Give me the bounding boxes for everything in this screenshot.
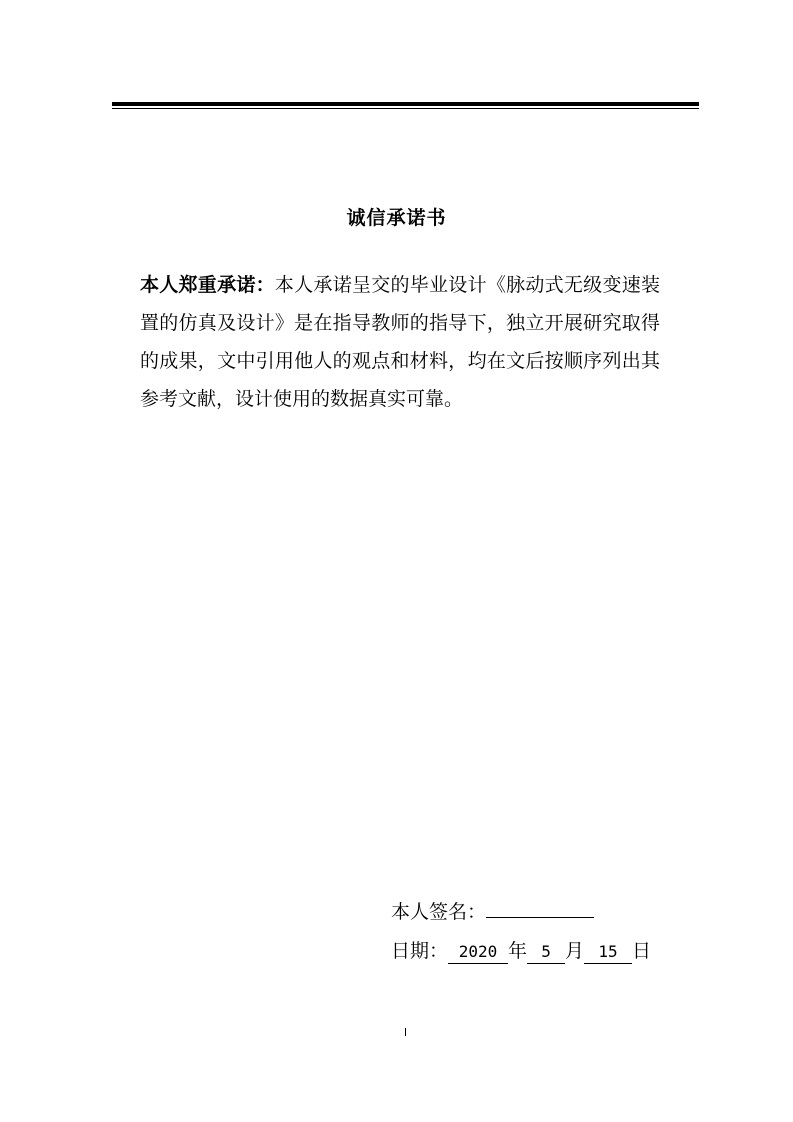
pledge-body: 本人承诺呈交的毕业设计《脉动式无级变速装置的仿真及设计》是在指导教师的指导下，独立开展研究取得的成果，文中引用他人的观点和材料，均在文后按顺序列出其参考文献，设计使用的数据真实可靠。	[140, 274, 660, 410]
date-year-unit: 年	[508, 940, 528, 962]
date-day-unit: 日	[632, 940, 652, 962]
signature-date-line	[391, 935, 651, 975]
date-month-field[interactable]: 5	[527, 941, 565, 964]
signature-name-line	[391, 895, 651, 935]
header-rule-thin	[112, 108, 699, 109]
signature-name-label: 本人签名：	[391, 901, 487, 923]
date-month-unit: 月	[565, 940, 585, 962]
page-title: 诚信承诺书	[346, 207, 447, 229]
pledge-lead: 本人郑重承诺：	[140, 274, 275, 296]
page-number-mark	[405, 1028, 406, 1036]
signature-name-field[interactable]	[486, 895, 594, 918]
pledge-paragraph	[140, 266, 660, 418]
signature-date-label: 日期：	[391, 940, 449, 962]
date-day-field[interactable]: 15	[584, 941, 632, 964]
signature-block	[391, 895, 651, 975]
date-year-field[interactable]: 2020	[448, 941, 508, 964]
header-rule-thick	[112, 102, 699, 106]
